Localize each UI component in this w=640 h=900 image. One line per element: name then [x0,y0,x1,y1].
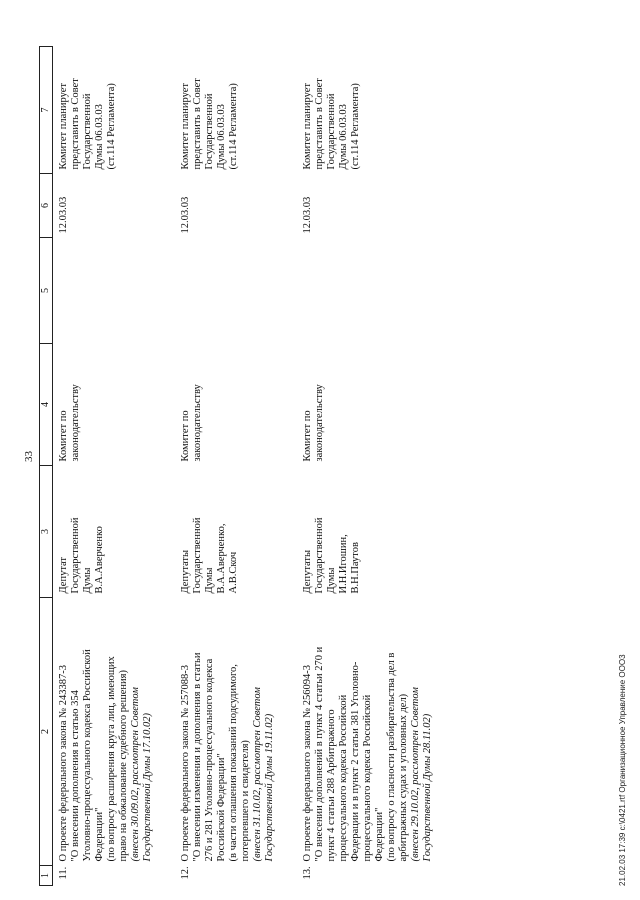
bill-text-line: процессуального кодекса Российской [362,694,373,862]
action-line: Думы 06.03.03 [338,104,349,170]
action-line: (ст.114 Регламента) [106,83,117,170]
bill-text-line: О проекте федерального закона № 243387-3 [58,664,69,862]
column-header-6: 6 [40,174,53,238]
bill-text-line: пункт 4 статьи 288 Арбитражного [326,709,337,862]
action-line: представить в Совет [314,78,325,170]
action-line: (ст.114 Регламента) [350,83,361,170]
column-5-value [297,238,434,344]
bill-text-line: "О внесении изменения и дополнения в статьи [192,652,203,862]
bill-note-line: Государственной Думы 28.11.02) [422,713,433,862]
column-header-3: 3 [40,466,53,598]
author-line: Депутаты [180,549,191,594]
committee-line: законодательству [192,384,203,462]
column-header-4: 4 [40,344,53,466]
responsible-committee [175,344,276,466]
bill-description [175,598,276,866]
row-spacer-cell [276,47,297,886]
bill-text-line: арбитражных судах и уголовных дел) [398,693,409,862]
planned-action [297,47,434,174]
bill-text-line: Уголовно-процессуального кодекса Российской [82,649,93,862]
bill-text-line: право на обжалование судебного решения) [118,670,129,862]
item-number: 12. [180,866,191,880]
planned-action [175,47,276,174]
column-header-5: 5 [40,238,53,344]
bill-text-line: О проекте федерального закона № 256094-3 [302,664,313,862]
row-spacer [154,47,175,886]
review-date: 12.03.03 [58,196,69,234]
author-line: Думы [82,567,93,594]
action-line: Комитет планирует [180,83,191,170]
column-number-header [40,47,53,886]
action-line: Комитет планирует [302,83,313,170]
bill-note-line: (внесен 31.10.02, рассмотрен Советом [252,687,263,862]
action-line: Думы 06.03.03 [216,104,227,170]
author-line: В.Н.Паутов [350,542,361,594]
bill-text-line: 276 и 281 Уголовно-процессуального кодекса [204,658,215,862]
bill-text-line: Российской Федерации" [216,753,227,862]
action-line: представить в Совет [70,78,81,170]
table-row [175,47,276,886]
document-footer: 21.02.03 17:39 c:\0421.rtf Организационное Управление ООО3 [618,654,627,886]
planned-action [53,47,155,174]
bill-note-line: Государственной Думы 17.10.02) [142,713,153,862]
action-line: Государственной [82,93,93,170]
table-row [53,47,155,886]
row-spacer-cell [154,47,175,886]
committee-line: законодательству [70,384,81,462]
committee-line: Комитет по [302,410,313,462]
bill-note-line: (внесен 30.09.02, рассмотрен Советом [130,687,141,862]
action-line: (ст.114 Регламента) [228,83,239,170]
author-line: Государственной [192,517,203,594]
author-line: Государственной [314,517,325,594]
author-line: Думы [204,567,215,594]
bill-text-line: процессуального кодекса Российской [338,694,349,862]
review-date: 12.03.03 [302,196,313,234]
bill-text-line: Федерации" [94,807,105,862]
action-line: Думы 06.03.03 [94,104,105,170]
item-number: 13. [302,866,313,880]
author-line: Думы [326,567,337,594]
bill-authors [175,466,276,598]
bill-authors [53,466,155,598]
author-line: А.В.Скоч [228,551,239,594]
column-header-1: 1 [40,866,53,886]
action-line: Государственной [326,93,337,170]
row-spacer [276,47,297,886]
column-header-2: 2 [40,598,53,866]
column-5-value [175,238,276,344]
table-body [53,47,435,886]
bill-authors [297,466,434,598]
bill-note-line: (внесен 29.10.02, рассмотрен Советом [410,687,421,862]
committee-line: Комитет по [58,410,69,462]
responsible-committee [53,344,155,466]
table-row [297,47,434,886]
bill-text-line: (по вопросу о гласности разбирательства дел в [386,652,397,862]
agenda-table [39,46,434,886]
committee-line: законодательству [314,384,325,462]
review-date: 12.03.03 [180,196,191,234]
bill-text-line: (по вопросу расширения круга лиц, имеющих [106,656,117,862]
author-line: Депутат [58,556,69,594]
action-line: Государственной [204,93,215,170]
bill-text-line: Федерации и в пункт 2 статьи 381 Уголовно- [350,661,361,862]
bill-description [53,598,155,866]
bill-text-line: Федерации" [374,807,385,862]
bill-description [297,598,434,866]
committee-line: Комитет по [180,410,191,462]
author-line: Депутаты [302,549,313,594]
bill-text-line: О проекте федерального закона № 257088-3 [180,664,191,862]
author-line: И.Н.Игошин, [338,534,349,594]
page-number: 33 [23,451,35,462]
author-line: Государственной [70,517,81,594]
bill-note-line: Государственной Думы 19.11.02) [264,713,275,862]
bill-text-line: "О внесении дополнения в статью 354 [70,690,81,862]
action-line: представить в Совет [192,78,203,170]
bill-text-line: (в части оглашения показаний подсудимого, [228,664,239,862]
bill-text-line: потерпевшего и свидетеля) [240,740,251,862]
responsible-committee [297,344,434,466]
bill-text-line: "О внесении дополнений в пункт 4 статьи 270 и [314,646,325,862]
author-line: В.А.Аверченко, [216,523,227,594]
column-header-7: 7 [40,47,53,174]
item-number: 11. [58,866,69,880]
author-line: В.А.Аверченко [94,526,105,594]
column-5-value [53,238,155,344]
action-line: Комитет планирует [58,83,69,170]
